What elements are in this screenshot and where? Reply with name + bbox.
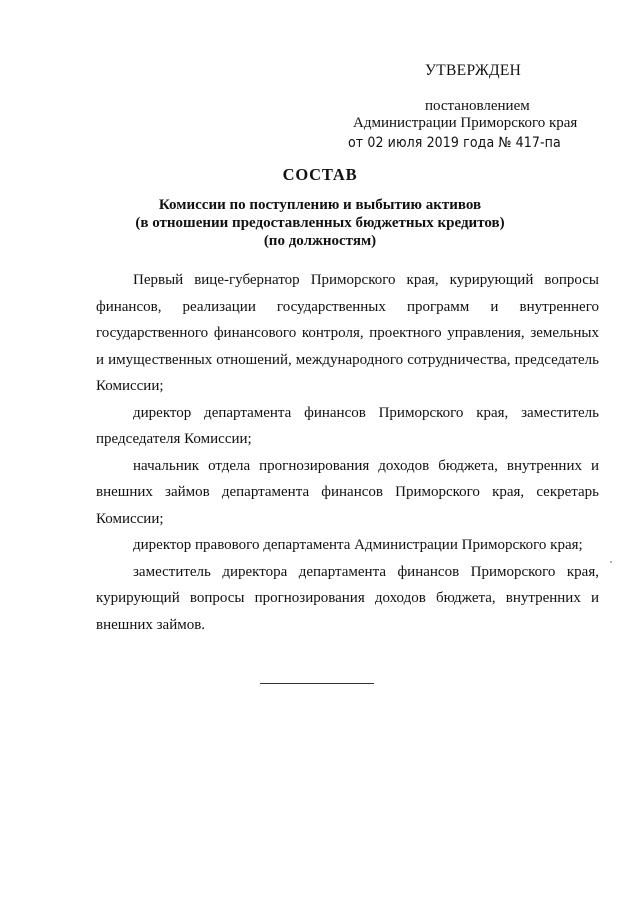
document-heading: СОСТАВ <box>282 165 358 184</box>
scan-speck <box>610 561 612 563</box>
member-paragraph: Первый вице-губернатор Приморского края, курирующий вопросы финансов, реализации государственных программ и внутреннего государственного финансового контроля, проектного управления, земельных и имущественных отношений, международного сотрудничества, председатель Комиссии; <box>96 272 599 394</box>
member-paragraph: директор правового департамента Администрации Приморского края; <box>133 537 583 553</box>
subheading-line: (в отношении предоставленных бюджетных кредитов) <box>135 215 505 231</box>
approval-administration: Администрации Приморского края <box>353 115 578 131</box>
member-paragraph: начальник отдела прогнозирования доходов бюджета, внутренних и внешних займов департамента финансов Приморского края, секретарь Комиссии; <box>96 457 599 527</box>
subheading-line: (по должностям) <box>263 233 377 249</box>
member-paragraph: заместитель директора департамента финансов Приморского края, курирующий вопросы прогнозирования доходов бюджета, внутренних и внешних займов. <box>96 563 599 633</box>
subheading-line: Комиссии по поступлению и выбытию активов <box>158 197 482 213</box>
approval-stamp: УТВЕРЖДЕН <box>425 62 522 79</box>
decree-date-number: от 02 июля 2019 года № 417-па <box>348 135 561 151</box>
approval-by-decree: постановлением <box>425 98 530 114</box>
member-paragraph: директор департамента финансов Приморского края, заместитель председателя Комиссии; <box>96 404 599 447</box>
end-divider <box>260 683 374 684</box>
member-list <box>96 267 599 638</box>
document-subheading <box>0 196 640 250</box>
